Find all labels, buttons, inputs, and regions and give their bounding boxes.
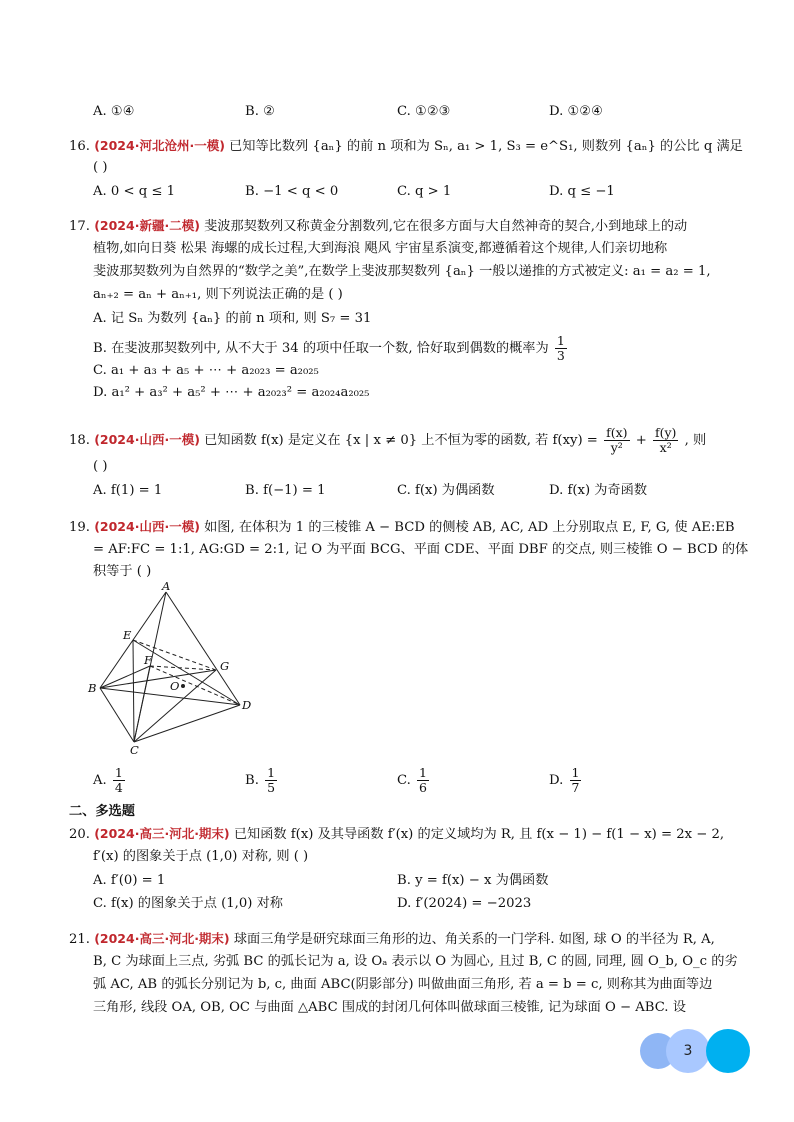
question-source: (2024·高三·河北·期末) (94, 826, 230, 841)
vertex-label-c: C (130, 743, 139, 754)
vertex-label-b: B (88, 681, 97, 695)
question-21-line4: 三角形, 线段 OA, OB, OC 与曲面 △ABC 围成的封闭几何体叫做球面三棱锥, 记为球面 O − ABC. 设 (93, 1000, 686, 1015)
question-number: 18. (69, 433, 90, 448)
question-number: 17. (69, 219, 90, 234)
question-19-line3: 积等于 ( ) (93, 564, 152, 579)
q17-option-c: C. a₁ + a₃ + a₅ + ⋯ + a₂₀₂₃ = a₂₀₂₅ (93, 363, 319, 378)
question-source: (2024·山西·一模) (94, 432, 200, 447)
question-source: (2024·河北沧州·一模) (94, 138, 225, 153)
q17-option-d: D. a₁² + a₃² + a₅² + ⋯ + a₂₀₂₃² = a₂₀₂₄a₂₀₂₅ (93, 385, 370, 400)
page-number: 3 (683, 1043, 693, 1059)
q20-option-d: D. f′(2024) = −2023 (397, 896, 532, 911)
q19-option-a: A. $\frac{1}{4}$ (93, 765, 123, 795)
question-number: 20. (69, 827, 90, 842)
vertex-label-a: A (162, 579, 171, 593)
question-17-line4: aₙ₊₂ = aₙ + aₙ₊₁, 则下列说法正确的是 ( ) (93, 287, 343, 302)
question-source: (2024·山西·一模) (94, 519, 200, 534)
q20-option-c: C. f(x) 的图象关于点 (1,0) 对称 (93, 896, 283, 911)
q18-option-a: A. f(1) = 1 (93, 483, 163, 498)
plus-sign: + (635, 433, 647, 448)
question-16-stem (69, 136, 743, 157)
q19-option-c: C. $\frac{1}{6}$ (397, 765, 427, 795)
question-17-line2: 植物,如向日葵 松果 海螺的成长过程,大到海浪 飓风 宇宙星系演变,都遵循着这个规律,人们亲切地称 (93, 241, 668, 256)
q18-option-b: B. f(−1) = 1 (245, 483, 326, 498)
fraction: $\frac{1}{7}$ (571, 765, 580, 795)
question-21-line2: B, C 为球面上三点, 劣弧 BC 的弧长记为 a, 设 Oₐ 表示以 O 为圆心, 且过 B, C 的圆, 同理, 圆 O_b, O_c 的劣 (93, 954, 738, 969)
question-text: 已知函数 f(x) 及其导函数 f′(x) 的定义域均为 R, 且 f(x − 1) − f(1 − x) = 2x − 2, (233, 827, 725, 842)
tetrahedron-figure (86, 578, 256, 754)
vertex-label-d: D (242, 698, 252, 712)
question-21-stem (69, 929, 715, 950)
answer-bracket: ( ) (93, 459, 108, 474)
prev-option-b: B. ② (245, 104, 275, 119)
q19-option-d: D. $\frac{1}{7}$ (549, 765, 580, 795)
question-19-line2: = AF:FC = 1:1, AG:GD = 2:1, 记 O 为平面 BCG、平面 CDE、平面 DBF 的交点, 则三棱锥 O − BCD 的体 (93, 542, 749, 557)
question-17-stem (69, 216, 687, 237)
question-text: 斐波那契数列又称黄金分割数列,它在很多方面与大自然神奇的契合,小到地球上的动 (204, 219, 688, 234)
q16-option-d: D. q ≤ −1 (549, 184, 615, 199)
question-text: 已知函数 f(x) 是定义在 {x | x ≠ 0} 上不恒为零的函数, 若 f(xy) = (204, 433, 598, 448)
fraction: $\frac{1}{3}$ (556, 333, 565, 363)
question-text: 球面三角学是研究球面三角形的边、角关系的一门学科. 如图, 球 O 的半径为 R, A, (233, 932, 715, 947)
point-label-o: O (170, 679, 180, 693)
question-20-stem (69, 824, 724, 845)
q19-option-b: B. $\frac{1}{5}$ (245, 765, 276, 795)
question-number: 16. (69, 139, 90, 154)
answer-bracket: ( ) (93, 160, 108, 175)
q18-option-d: D. f(x) 为奇函数 (549, 483, 648, 498)
q16-option-b: B. −1 < q < 0 (245, 184, 339, 199)
prev-option-d: D. ①②④ (549, 104, 603, 119)
question-19-stem (69, 517, 735, 538)
section-heading: 二、多选题 (69, 804, 135, 819)
fraction: $\frac{f(x)}{\text{y²}}$ (606, 425, 628, 455)
q20-option-b: B. y = f(x) − x 为偶函数 (397, 873, 549, 888)
option-text: B. 在斐波那契数列中, 从不大于 34 的项中任取一个数, 恰好取到偶数的概率为 (93, 341, 549, 356)
point-label-f: F (144, 653, 152, 667)
fraction: $\frac{1}{6}$ (419, 765, 427, 795)
q20-option-a: A. f′(0) = 1 (93, 873, 166, 888)
point-label-g: G (220, 659, 230, 673)
question-18-stem (69, 426, 706, 455)
question-text: 已知等比数列 {aₙ} 的前 n 项和为 Sₙ, a₁ > 1, S₃ = e^S₁, 则数列 {aₙ} 的公比 q 满足 (229, 139, 743, 154)
fraction: $\frac{f(y)}{\text{x²}}$ (654, 425, 677, 455)
question-21-line3: 弧 AC, AB 的弧长分别记为 b, c, 曲面 ABC(阴影部分) 叫做曲面三角形, 若 a = b = c, 则称其为曲面等边 (93, 977, 713, 992)
q16-option-a: A. 0 < q ≤ 1 (93, 184, 175, 199)
q17-option-b (93, 334, 569, 363)
question-number: 19. (69, 520, 90, 535)
q17-option-a: A. 记 Sₙ 为数列 {aₙ} 的前 n 项和, 则 S₇ = 31 (93, 311, 372, 326)
question-source: (2024·新疆·二模) (94, 218, 200, 233)
page-number-badge (640, 1029, 752, 1069)
fraction: $\frac{1}{4}$ (114, 765, 123, 795)
prev-option-c: C. ①②③ (397, 104, 451, 119)
q18-option-c: C. f(x) 为偶函数 (397, 483, 495, 498)
question-tail: , 则 (684, 433, 707, 448)
question-number: 21. (69, 932, 90, 947)
question-17-line3: 斐波那契数列为自然界的“数学之美”,在数学上斐波那契数列 {aₙ} 一般以递推的方式被定义: a₁ = a₂ = 1, (93, 264, 711, 279)
q16-option-c: C. q > 1 (397, 184, 452, 199)
question-20-line2: f′(x) 的图象关于点 (1,0) 对称, 则 ( ) (93, 849, 309, 864)
prev-option-a: A. ①④ (93, 104, 135, 119)
question-source: (2024·高三·河北·期末) (94, 931, 230, 946)
point-label-e: E (123, 628, 132, 642)
fraction: $\frac{1}{5}$ (267, 765, 276, 795)
question-text: 如图, 在体积为 1 的三棱锥 A − BCD 的侧棱 AB, AC, AD 上分别取点 E, F, G, 使 AE:EB (204, 520, 735, 535)
